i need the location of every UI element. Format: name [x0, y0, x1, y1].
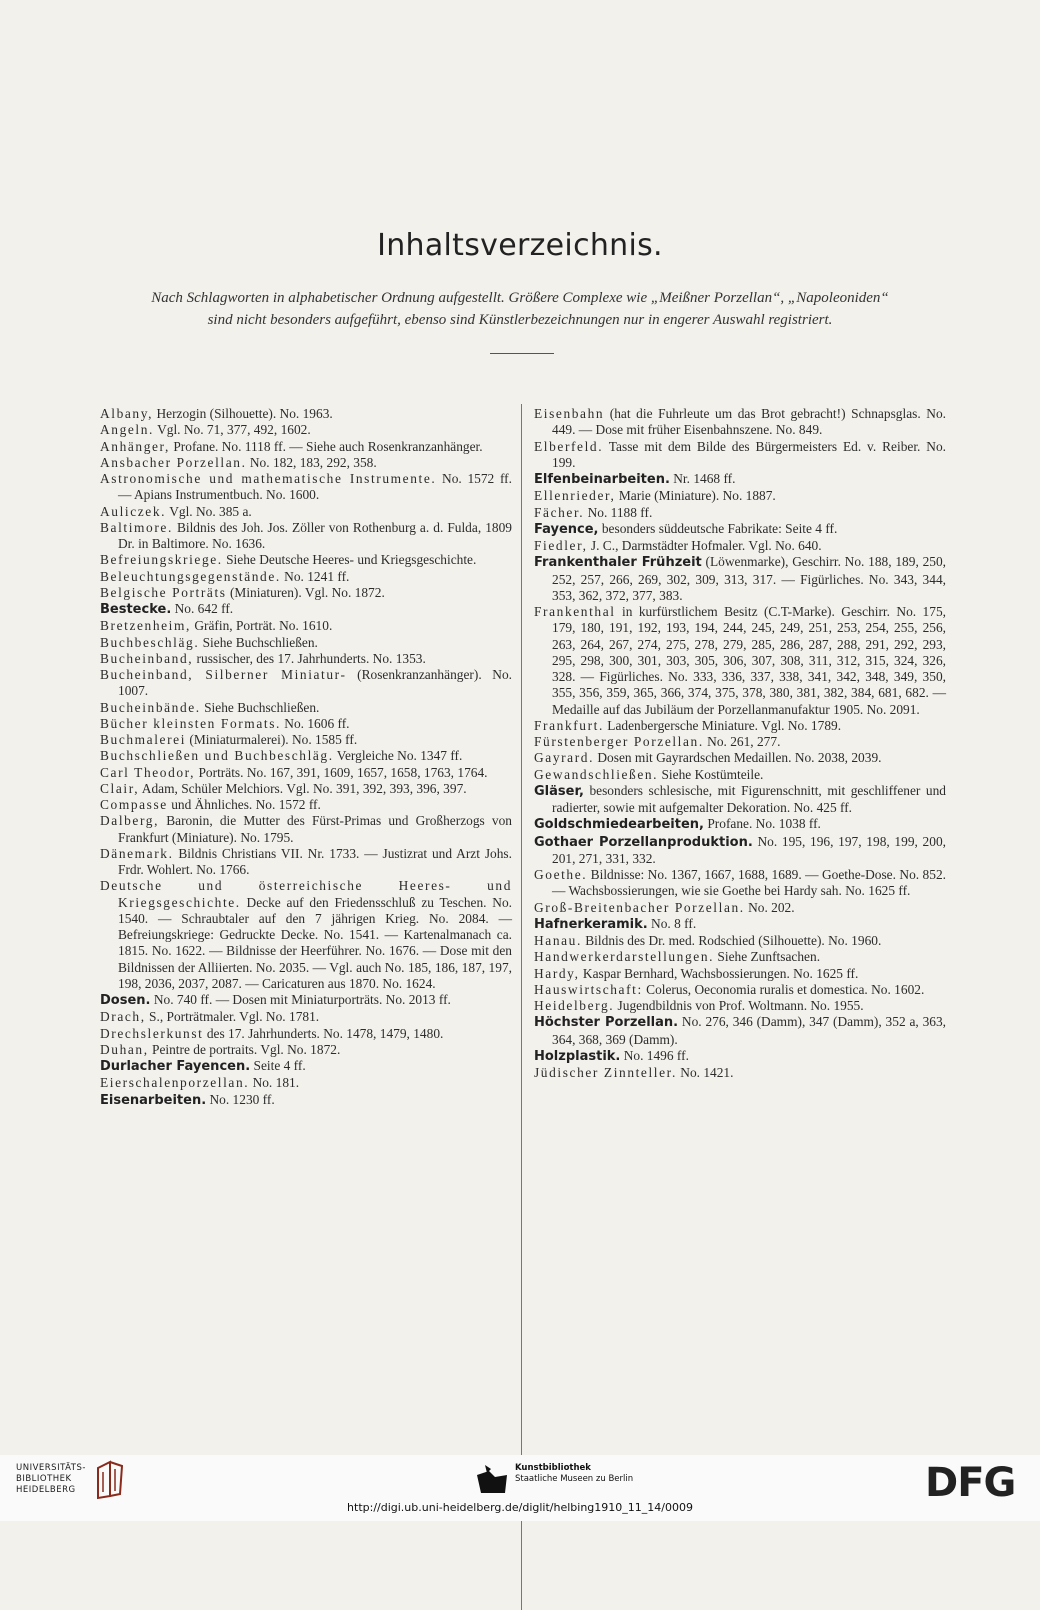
- index-entry: [100, 700, 512, 716]
- index-entry: [534, 816, 946, 833]
- entry-text: russischer, des 17. Jahrhunderts. No. 1353.: [193, 650, 426, 666]
- footer-bar: [0, 1455, 1040, 1521]
- index-entry: [534, 488, 946, 504]
- index-entry: [100, 601, 512, 618]
- index-entry: [534, 767, 946, 783]
- entry-keyword: Groß-Breitenbacher Porzellan.: [534, 899, 745, 915]
- index-entry: [100, 667, 512, 700]
- index-column-right: [534, 406, 946, 1081]
- entry-keyword: Befreiungskriege.: [100, 552, 223, 568]
- entry-text: Siehe Buchschließen.: [200, 699, 320, 715]
- entry-text: No. 1572 ff. — Apians Instrumentbuch. No. 1600.: [118, 471, 512, 503]
- entry-keyword: Gläser,: [534, 783, 584, 799]
- entry-keyword: Gewandschließen.: [534, 766, 659, 782]
- entry-text: Adam, Schüler Melchiors. Vgl. No. 391, 392, 393, 396, 397.: [139, 780, 467, 796]
- entry-text: (Rosenkranzanhänger). No. 1007.: [118, 667, 512, 699]
- index-entry: [100, 1026, 512, 1042]
- entry-keyword: Eisenbahn: [534, 406, 605, 421]
- entry-keyword: Höchster Porzellan.: [534, 1015, 679, 1031]
- index-entry: [100, 781, 512, 797]
- entry-text: No. 8 ff.: [647, 915, 697, 931]
- index-entry: [100, 635, 512, 651]
- entry-text: Colerus, Oeconomia ruralis et domestica. No. 1602.: [642, 981, 925, 997]
- entry-keyword: Ellenrieder,: [534, 488, 616, 504]
- entry-keyword: Duhan,: [100, 1041, 149, 1057]
- index-entry: [534, 933, 946, 949]
- entry-keyword: Bestecke.: [100, 602, 172, 617]
- entry-keyword: Bucheinband, Silberner Miniatur-: [100, 667, 347, 682]
- entry-keyword: Compasse: [100, 797, 168, 812]
- entry-keyword: Bucheinbände.: [100, 699, 201, 715]
- entry-keyword: Buchschließen und Buchbeschläg.: [100, 748, 334, 764]
- entry-keyword: Bucheinband,: [100, 650, 194, 666]
- university-library-label: [16, 1463, 86, 1496]
- entry-text: No. 182, 183, 292, 358.: [246, 454, 377, 470]
- entry-text: Profane. No. 1038 ff.: [704, 816, 821, 832]
- index-entry: [100, 797, 512, 813]
- entry-text: (hat die Fuhrleute um das Brot gebracht!) Schnapsglas. No. 449. — Dose mit früher Eisenbahnszene. No. 849.: [552, 406, 946, 438]
- entry-text: Bildnisse: No. 1367, 1667, 1688, 1689. — Goethe-Dose. No. 852. — Wachsbossierungen, wie sie Goethe bei Hardy sah. No. 1625 ff.: [552, 867, 946, 899]
- index-entry: [534, 916, 946, 933]
- entry-text: Kaspar Bernhard, Wachsbossierungen. No. 1625 ff.: [579, 965, 859, 981]
- index-entry: [100, 618, 512, 634]
- entry-keyword: Frankenthal: [534, 604, 616, 619]
- index-entry: [100, 732, 512, 748]
- entry-text: Decke auf den Friedensschluß zu Teschen. No. 1540. — Schraubtaler auf den 7 jährigen Krieg. No. 2084. — Befreiungskriege: Gedruckte Decke. No. 1541. — Kartenalmanach ca. 1815. No. 1622. — Bildnisse der Heerführer. No. 1676. — Dose mit den Bildnissen der Alliierten. No. 2035. — Vgl. auch No. 185, 186, 187, 197, 198, 2036, 2037, 2087. — Caricaturen aus 1870. No. 1624.: [118, 894, 512, 991]
- entry-keyword: Jüdischer Zinnteller.: [534, 1065, 677, 1080]
- entry-text: No. 276, 346 (Damm), 347 (Damm), 352 a, 363, 364, 368, 369 (Damm).: [552, 1014, 947, 1047]
- source-url[interactable]: http://digi.ub.uni-heidelberg.de/diglit/helbing1910_11_14/0009: [347, 1501, 693, 1514]
- entry-text: J. C., Darmstädter Hofmaler. Vgl. No. 640.: [587, 538, 822, 553]
- index-entry: [100, 1075, 512, 1091]
- index-entry: [534, 734, 946, 750]
- entry-text: Bildnis des Dr. med. Rodschied (Silhouette). No. 1960.: [581, 933, 882, 948]
- entry-keyword: Hardy,: [534, 965, 580, 981]
- entry-keyword: Dalberg,: [100, 813, 160, 829]
- entry-keyword: Durlacher Fayencen.: [100, 1059, 251, 1074]
- index-entry: [534, 521, 946, 538]
- entry-text: Ladenbergersche Miniature. Vgl. No. 1789.: [603, 717, 842, 733]
- index-entry: [100, 846, 512, 879]
- entry-keyword: Buchmalerei: [100, 732, 187, 747]
- entry-text: Bildnis des Joh. Jos. Zöller von Rothenburg a. d. Fulda, 1809 Dr. in Baltimore. No. 1636.: [118, 519, 512, 551]
- page-subtitle: [80, 287, 960, 331]
- index-entry: [534, 554, 946, 604]
- index-entry: [534, 750, 946, 766]
- index-column-left: [100, 406, 512, 1109]
- index-entry: [100, 716, 512, 732]
- entry-text: No. 740 ff. — Dosen mit Miniaturporträts. No. 2013 ff.: [150, 992, 451, 1007]
- index-entry: [100, 651, 512, 667]
- index-entry: [534, 998, 946, 1014]
- entry-text: besonders schlesische, mit Figurenschnitt, mit geschliffener und radierter, sowie mit aufgemalter Dekoration. No. 425 ff.: [552, 782, 946, 815]
- entry-keyword: Fürstenberger Porzellan.: [534, 734, 704, 749]
- entry-text: Nr. 1468 ff.: [669, 471, 736, 486]
- entry-keyword: Drechslerkunst: [100, 1025, 204, 1041]
- entry-keyword: Goethe.: [534, 867, 588, 882]
- entry-text: Herzogin (Silhouette). No. 1963.: [153, 406, 333, 421]
- index-entry: [100, 1092, 512, 1109]
- index-entry: [534, 406, 946, 439]
- entry-text: Dosen mit Gayrardschen Medaillen. No. 2038, 2039.: [594, 750, 882, 766]
- index-entry: [534, 982, 946, 998]
- entry-keyword: Fächer.: [534, 504, 585, 520]
- index-entry: [534, 718, 946, 734]
- entry-keyword: Dänemark.: [100, 845, 174, 861]
- index-entry: [534, 1014, 946, 1048]
- index-entry: [100, 748, 512, 764]
- entry-text: Bildnis Christians VII. Nr. 1733. — Justizrat und Arzt Johs. Frdr. Wohlert. No. 1766.: [118, 845, 512, 877]
- uni-line-3: HEIDELBERG: [16, 1485, 76, 1495]
- index-entry: [100, 1042, 512, 1058]
- entry-text: No. 195, 196, 197, 198, 199, 200, 201, 271, 331, 332.: [552, 833, 946, 866]
- title-rule: [490, 353, 554, 354]
- entry-text: No. 1496 ff.: [620, 1047, 689, 1063]
- uni-line-2: BIBLIOTHEK: [16, 1474, 72, 1484]
- entry-keyword: Hanau.: [534, 933, 582, 948]
- index-entry: [100, 569, 512, 585]
- index-entry: [534, 949, 946, 965]
- entry-text: S., Porträtmaler. Vgl. No. 1781.: [145, 1009, 320, 1025]
- entry-text: Siehe Kostümteile.: [658, 766, 764, 782]
- entry-text: in kurfürstlichem Besitz (C.T-Marke). Geschirr. No. 175, 179, 180, 191, 192, 193, 194, 244, 245, 249, 251, 253, 254, 255, 256, 263, 264, 267, 274, 275, 278, 279, 285, 286, 287, 288, 291, 292, 293, 295, 298, 300, 301, 303, 305, 306, 307, 308, 311, 312, 315, 324, 326, 328. — Figürliches. No. 333, 336, 337, 338, 341, 342, 348, 349, 350, 355, 356, 359, 365, 366, 374, 375, 378, 380, 381, 382, 384, 681, 682. — Medaille auf das Jubiläum der Porzellanmanufaktur 1905. No. 2091.: [552, 604, 946, 717]
- entry-keyword: Anhänger,: [100, 438, 171, 454]
- entry-keyword: Belgische Porträts: [100, 584, 227, 600]
- index-entry: [100, 992, 512, 1009]
- kb-line-1: Kunstbibliothek: [515, 1463, 591, 1473]
- entry-text: Vergleiche No. 1347 ff.: [333, 748, 463, 764]
- index-entry: [534, 966, 946, 982]
- entry-text: No. 1421.: [676, 1065, 734, 1080]
- index-entry: [534, 604, 946, 718]
- index-entry: [534, 505, 946, 521]
- entry-keyword: Albany,: [100, 406, 154, 421]
- entry-text: No. 642 ff.: [171, 601, 234, 616]
- entry-keyword: Gayrard.: [534, 750, 595, 766]
- entry-text: Tasse mit dem Bilde des Bürgermeisters Ed. v. Reiber. No. 199.: [552, 438, 946, 470]
- entry-text: No. 1241 ff.: [280, 568, 350, 584]
- entry-keyword: Carl Theodor,: [100, 764, 196, 780]
- entry-keyword: Eisenarbeiten.: [100, 1092, 207, 1108]
- entry-text: Siehe Zunftsachen.: [714, 949, 821, 965]
- kb-line-2: Staatliche Museen zu Berlin: [515, 1474, 634, 1484]
- entry-keyword: Ansbacher Porzellan.: [100, 454, 247, 470]
- subtitle-line-2: sind nicht besonders aufgeführt, ebenso sind Künstlerbezeichnungen nur in engerer Auswahl registriert.: [207, 312, 833, 328]
- entry-text: Profane. No. 1118 ff. — Siehe auch Rosenkranzanhänger.: [170, 438, 483, 454]
- index-entry: [534, 538, 946, 554]
- entry-text: No. 1230 ff.: [206, 1091, 275, 1107]
- entry-text: Baronin, die Mutter des Fürst-Primas und Großherzogs von Frankfurt (Miniature). No. 1795.: [118, 813, 512, 845]
- index-entry: [100, 1058, 512, 1075]
- entry-keyword: Buchbeschläg.: [100, 634, 200, 650]
- entry-keyword: Gothaer Porzellanproduktion.: [534, 834, 753, 850]
- index-entry: [534, 783, 946, 817]
- entry-text: Jugendbildnis von Prof. Woltmann. No. 1955.: [614, 998, 864, 1013]
- entry-text: Seite 4 ff.: [250, 1058, 306, 1073]
- index-entry: [100, 471, 512, 504]
- entry-keyword: Fayence,: [534, 521, 599, 537]
- index-entry: [534, 1065, 946, 1081]
- uni-line-1: UNIVERSITÄTS-: [16, 1463, 86, 1473]
- index-entry: [100, 520, 512, 553]
- entry-text: und Ähnliches. No. 1572 ff.: [167, 797, 321, 812]
- column-divider: [521, 404, 522, 1610]
- entry-text: (Löwenmarke), Geschirr. No. 188, 189, 250, 252, 257, 266, 269, 302, 309, 313, 317. — Figürliches. No. 343, 344, 353, 362, 372, 377, 383.: [552, 554, 947, 603]
- entry-keyword: Auliczek.: [100, 503, 167, 519]
- index-entry: [534, 439, 946, 472]
- entry-keyword: Drach,: [100, 1009, 146, 1025]
- entry-keyword: Frankenthaler Frühzeit: [534, 555, 702, 571]
- university-logo-icon: [94, 1460, 126, 1505]
- subtitle-line-1: Nach Schlagworten in alphabetischer Ordnung aufgestellt. Größere Complexe wie „Meißner Porzellan“, „Napoleoniden“: [151, 290, 889, 306]
- entry-keyword: Bretzenheim,: [100, 618, 191, 634]
- index-entry: [100, 552, 512, 568]
- entry-keyword: Elberfeld.: [534, 438, 604, 454]
- entry-keyword: Baltimore.: [100, 519, 173, 535]
- entry-keyword: Beleuchtungsgegenstände.: [100, 568, 281, 584]
- kunstbibliothek-label: [515, 1463, 633, 1485]
- entry-keyword: Hauswirtschaft:: [534, 981, 643, 997]
- entry-keyword: Astronomische und mathematische Instrumente.: [100, 471, 437, 486]
- entry-text: (Miniaturmalerei). No. 1585 ff.: [186, 732, 358, 747]
- index-entry: [100, 878, 512, 992]
- index-entry: [100, 406, 512, 422]
- entry-text: No. 1188 ff.: [584, 504, 653, 520]
- entry-keyword: Goldschmiedearbeiten,: [534, 817, 704, 833]
- index-entry: [100, 585, 512, 601]
- entry-text: besonders süddeutsche Fabrikate: Seite 4 ff.: [598, 520, 838, 536]
- entry-text: Gräfin, Porträt. No. 1610.: [190, 618, 333, 634]
- entry-text: Vgl. No. 71, 377, 492, 1602.: [153, 422, 311, 438]
- entry-text: Vgl. No. 385 a.: [166, 503, 252, 519]
- index-entry: [534, 900, 946, 916]
- index-entry: [100, 455, 512, 471]
- index-entry: [534, 834, 946, 868]
- entry-keyword: Clair,: [100, 780, 140, 796]
- index-entry: [534, 471, 946, 488]
- kunstbibliothek-logo-icon: [475, 1461, 509, 1500]
- index-entry: [100, 813, 512, 846]
- entry-text: Porträts. No. 167, 391, 1609, 1657, 1658, 1763, 1764.: [195, 764, 488, 780]
- entry-text: (Miniaturen). Vgl. No. 1872.: [226, 584, 385, 600]
- entry-keyword: Heidelberg.: [534, 998, 615, 1013]
- entry-keyword: Angeln.: [100, 422, 154, 438]
- entry-keyword: Elfenbeinarbeiten.: [534, 472, 670, 487]
- entry-keyword: Bücher kleinsten Formats.: [100, 715, 281, 731]
- entry-text: Siehe Deutsche Heeres- und Kriegsgeschichte.: [222, 552, 477, 568]
- entry-text: Peintre de portraits. Vgl. No. 1872.: [148, 1041, 341, 1057]
- index-entry: [100, 504, 512, 520]
- entry-text: Siehe Buchschließen.: [199, 634, 318, 650]
- entry-keyword: Dosen.: [100, 993, 151, 1008]
- entry-text: des 17. Jahrhunderts. No. 1478, 1479, 1480.: [203, 1025, 444, 1041]
- index-entry: [100, 422, 512, 438]
- entry-text: No. 181.: [249, 1075, 300, 1091]
- entry-text: No. 1606 ff.: [280, 715, 350, 731]
- index-entry: [100, 765, 512, 781]
- entry-keyword: Holzplastik.: [534, 1048, 621, 1064]
- entry-text: Marie (Miniature). No. 1887.: [615, 488, 776, 504]
- entry-keyword: Handwerkerdarstellungen.: [534, 949, 715, 965]
- entry-keyword: Fiedler,: [534, 538, 588, 553]
- entry-keyword: Eierschalenporzellan.: [100, 1075, 250, 1091]
- entry-text: No. 261, 277.: [703, 734, 781, 749]
- entry-keyword: Hafnerkeramik.: [534, 916, 648, 932]
- entry-text: No. 202.: [744, 899, 795, 915]
- page-title: Inhaltsverzeichnis.: [377, 228, 663, 263]
- entry-keyword: Frankfurt.: [534, 717, 604, 733]
- dfg-logo: DFG: [925, 1460, 1016, 1506]
- index-entry: [100, 1009, 512, 1025]
- index-entry: [534, 1048, 946, 1065]
- index-entry: [534, 867, 946, 900]
- entry-keyword: Deutsche und österreichische Heeres- und Kriegsgeschichte.: [100, 878, 512, 910]
- index-entry: [100, 439, 512, 455]
